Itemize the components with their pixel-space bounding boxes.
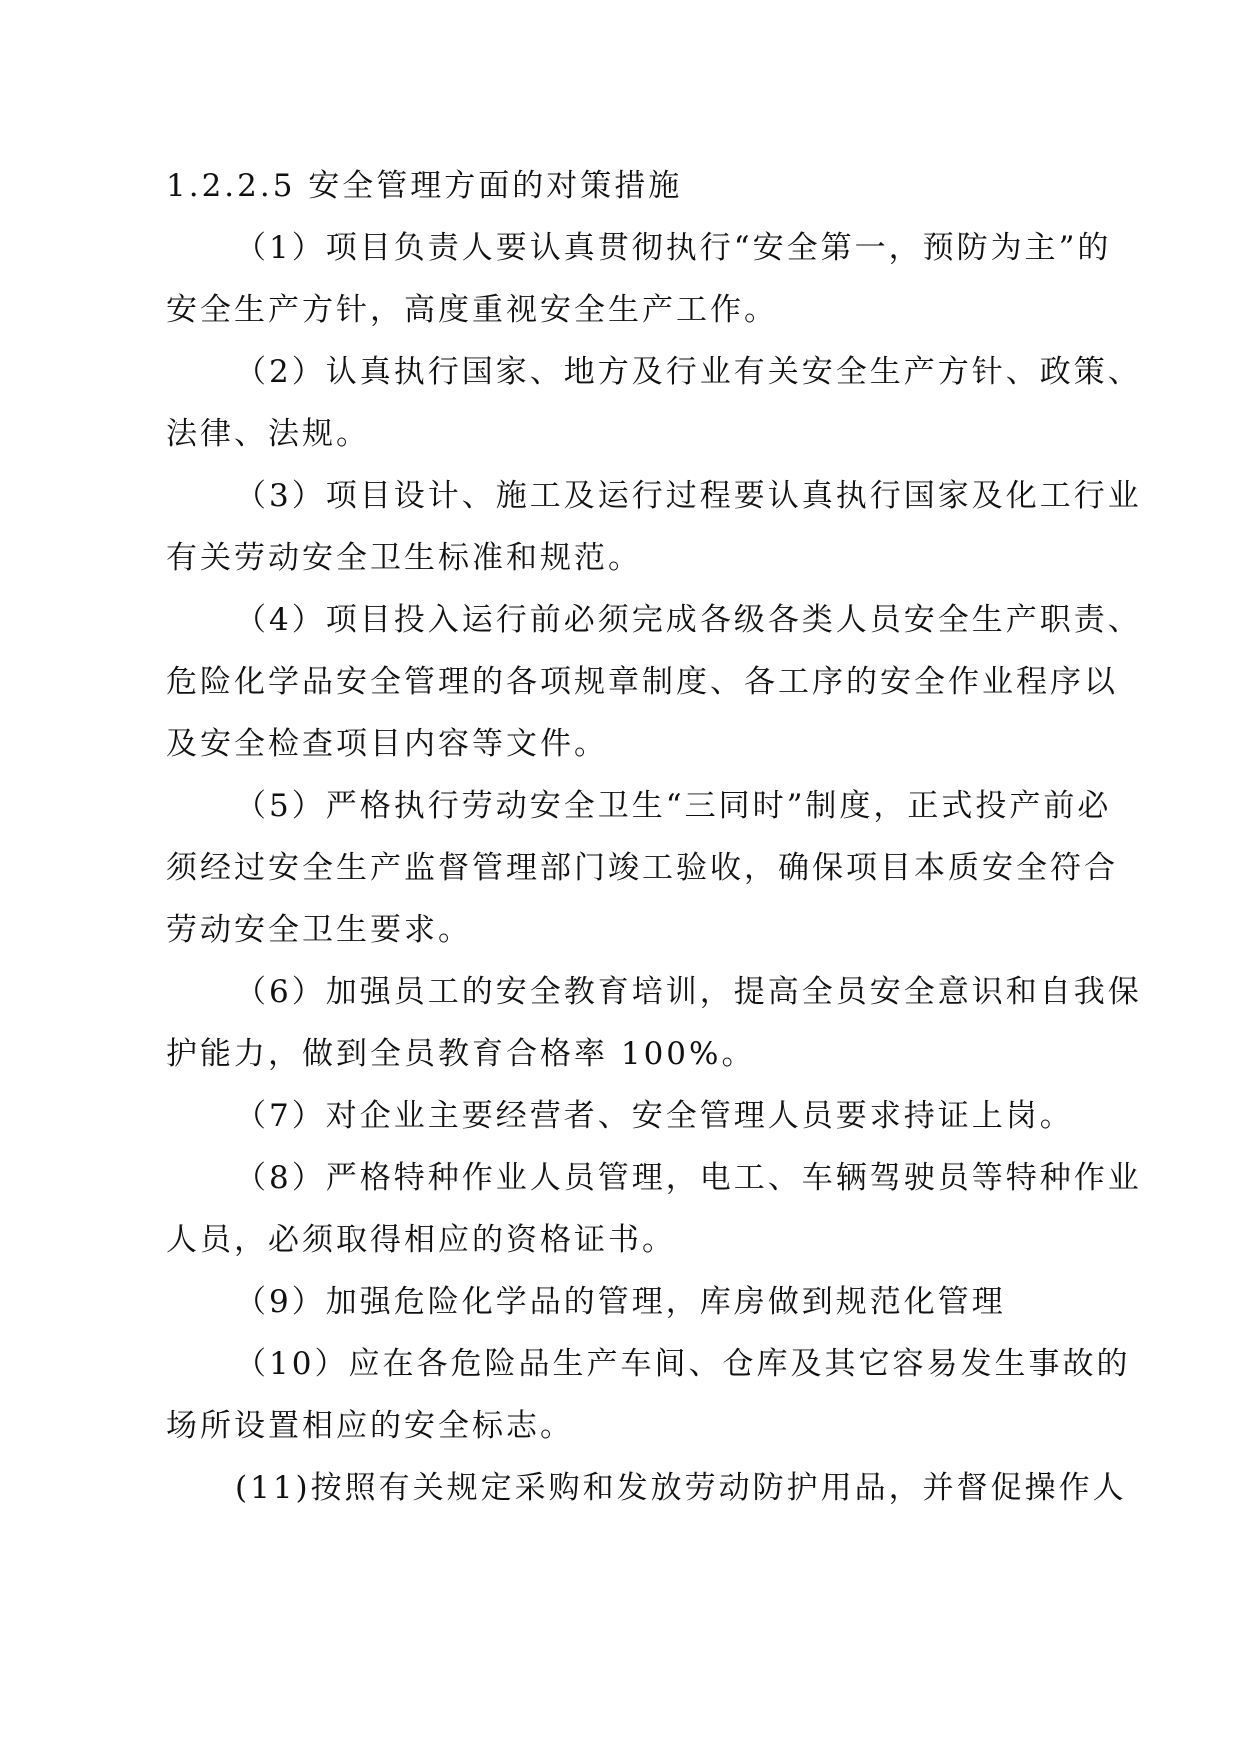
paragraph-line: （4）项目投入运行前必须完成各级各类人员安全生产职责、 (235, 602, 1142, 638)
paragraph-line: （2）认真执行国家、地方及行业有关安全生产方针、政策、 (235, 354, 1142, 390)
paragraph-line: 人员，必须取得相应的资格证书。 (166, 1222, 676, 1258)
paragraph-line: 有关劳动安全卫生标准和规范。 (166, 540, 642, 576)
paragraph-line: 场所设置相应的安全标志。 (166, 1408, 574, 1444)
paragraph-line: （3）项目设计、施工及运行过程要认真执行国家及化工行业 (235, 478, 1142, 514)
paragraph-line: （7）对企业主要经营者、安全管理人员要求持证上岗。 (235, 1098, 1074, 1134)
paragraph-line: 危险化学品安全管理的各项规章制度、各工序的安全作业程序以 (166, 664, 1118, 700)
paragraph-line: 及安全检查项目内容等文件。 (166, 726, 608, 762)
paragraph-line: （10）应在各危险品生产车间、仓库及其它容易发生事故的 (235, 1346, 1131, 1382)
paragraph-line: （1）项目负责人要认真贯彻执行“安全第一，预防为主”的 (235, 230, 1112, 266)
paragraph-line: （5）严格执行劳动安全卫生“三同时”制度，正式投产前必 (235, 788, 1112, 824)
paragraph-line: 安全生产方针，高度重视安全生产工作。 (166, 292, 778, 328)
section-heading: 1.2.2.5 安全管理方面的对策措施 (166, 168, 683, 204)
paragraph-line: （6）加强员工的安全教育培训，提高全员安全意识和自我保 (235, 974, 1142, 1010)
paragraph-line: （8）严格特种作业人员管理，电工、车辆驾驶员等特种作业 (235, 1160, 1142, 1196)
paragraph-line: (11)按照有关规定采购和发放劳动防护用品，并督促操作人 (235, 1470, 1127, 1506)
paragraph-line: 法律、法规。 (166, 416, 370, 452)
paragraph-line: 护能力，做到全员教育合格率 100%。 (166, 1036, 756, 1072)
paragraph-line: 劳动安全卫生要求。 (166, 912, 472, 948)
paragraph-line: 须经过安全生产监督管理部门竣工验收，确保项目本质安全符合 (166, 850, 1118, 886)
paragraph-line: （9）加强危险化学品的管理，库房做到规范化管理 (235, 1284, 1006, 1320)
